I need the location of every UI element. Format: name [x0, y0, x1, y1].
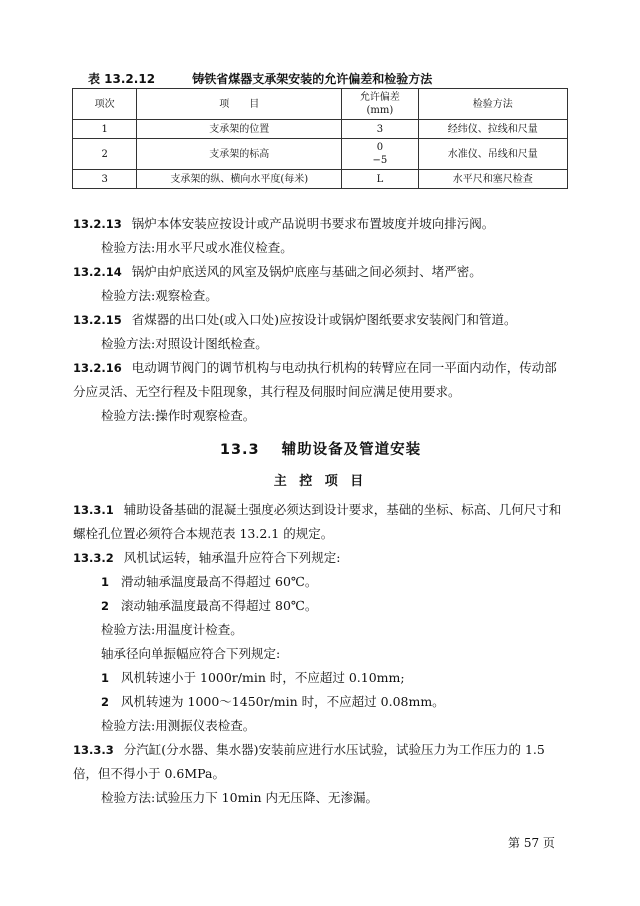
list-item-number: 1	[101, 671, 110, 685]
clause-number: 13.2.15	[73, 313, 122, 327]
table-cell-item: 支承架的位置	[137, 120, 342, 139]
list-item-number: 2	[101, 695, 110, 709]
list-item	[73, 570, 568, 594]
table-cell-tolerance: 3	[342, 120, 418, 139]
table-header-cell: 检验方法	[418, 89, 567, 120]
table-cell-no: 1	[73, 120, 137, 139]
list-item	[73, 594, 568, 618]
list-item-text: 滑动轴承温度最高不得超过 60℃。	[121, 574, 318, 589]
clause-number: 13.2.14	[73, 265, 122, 279]
clause-paragraph	[73, 356, 568, 404]
table-row	[73, 139, 568, 170]
tolerance-table	[72, 88, 568, 189]
list-item-number: 1	[101, 575, 110, 589]
list-item	[73, 690, 568, 714]
table-cell-tolerance: 0 −5	[342, 139, 418, 170]
clause-text: 分汽缸(分水器、集水器)安装前应进行水压试验，试验压力为工作压力的 1.5 倍，但不得小于 0.6MPa。	[73, 742, 545, 781]
clause-paragraph	[73, 738, 568, 786]
list-item-number: 2	[101, 599, 110, 613]
clause-paragraph	[73, 212, 568, 236]
table-cell-no: 3	[73, 170, 137, 189]
clause-number: 13.3.3	[73, 743, 114, 757]
inspection-method: 检验方法:用测振仪表检查。	[101, 718, 256, 733]
clause-number: 13.2.13	[73, 217, 122, 231]
clause-text: 锅炉由炉底送风的风室及锅炉底座与基础之间必须封、堵严密。	[131, 264, 482, 279]
table-header-row	[73, 89, 568, 120]
table-header-cell: 允许偏差 (mm)	[342, 89, 418, 120]
list-item-text: 滚动轴承温度最高不得超过 80℃。	[121, 598, 318, 613]
table-caption	[88, 70, 432, 87]
clause-paragraph	[73, 308, 568, 332]
list-item	[73, 666, 568, 690]
clause-paragraph	[73, 546, 568, 570]
table-cell-method: 经纬仪、拉线和尺量	[418, 120, 567, 139]
table-row	[73, 120, 568, 139]
inspection-method: 检验方法:观察检查。	[101, 288, 218, 303]
table-header-cell: 项 目	[137, 89, 342, 120]
requirement-intro: 轴承径向单振幅应符合下列规定:	[101, 646, 281, 661]
page-number: 第 57 页	[508, 836, 555, 850]
clause-paragraph	[73, 260, 568, 284]
table-cell-item: 支承架的标高	[137, 139, 342, 170]
table-number: 表 13.2.12	[88, 72, 156, 86]
inspection-method: 检验方法:对照设计图纸检查。	[101, 336, 268, 351]
clause-number: 13.3.2	[73, 551, 114, 565]
inspection-method: 检验方法:操作时观察检查。	[101, 408, 256, 423]
clause-text: 辅助设备基础的混凝土强度必须达到设计要求，基础的坐标、标高、几何尺寸和螺栓孔位置必须符合本规范表 13.2.1 的规定。	[73, 502, 562, 541]
subsection-heading: 主 控 项 目	[273, 474, 368, 489]
clause-text: 风机试运转，轴承温升应符合下列规定:	[123, 550, 341, 565]
table-cell-item: 支承架的纵、横向水平度(每米)	[137, 170, 342, 189]
table-cell-tolerance: L	[342, 170, 418, 189]
list-item-text: 风机转速为 1000～1450r/min 时，不应超过 0.08mm。	[121, 694, 445, 709]
table-cell-method: 水准仪、吊线和尺量	[418, 139, 567, 170]
inspection-method: 检验方法:用水平尺或水准仪检查。	[101, 240, 293, 255]
clause-text: 省煤器的出口处(或入口处)应按设计或锅炉图纸要求安装阀门和管道。	[131, 312, 517, 327]
list-item-text: 风机转速小于 1000r/min 时，不应超过 0.10mm;	[121, 670, 405, 685]
inspection-method: 检验方法:用温度计检查。	[101, 622, 243, 637]
table-title: 铸铁省煤器支承架安装的允许偏差和检验方法	[192, 72, 433, 86]
table-cell-method: 水平尺和塞尺检查	[418, 170, 567, 189]
section-number: 13.3	[219, 442, 260, 458]
clause-paragraph	[73, 498, 568, 546]
clause-text: 锅炉本体安装应按设计或产品说明书要求布置坡度并坡向排污阀。	[131, 216, 495, 231]
table-header-cell: 项次	[73, 89, 137, 120]
table-cell-no: 2	[73, 139, 137, 170]
document-body	[73, 212, 568, 810]
clause-text: 电动调节阀门的调节机构与电动执行机构的转臂应在同一平面内动作，传动部分应灵活、无空行程及卡阻现象，其行程及伺服时间应满足使用要求。	[73, 360, 557, 399]
table-row	[73, 170, 568, 189]
clause-number: 13.3.1	[73, 503, 114, 517]
clause-number: 13.2.16	[73, 361, 122, 375]
section-title: 辅助设备及管道安装	[281, 441, 422, 458]
section-heading	[73, 438, 568, 462]
inspection-method: 检验方法:试验压力下 10min 内无压降、无渗漏。	[101, 790, 378, 805]
